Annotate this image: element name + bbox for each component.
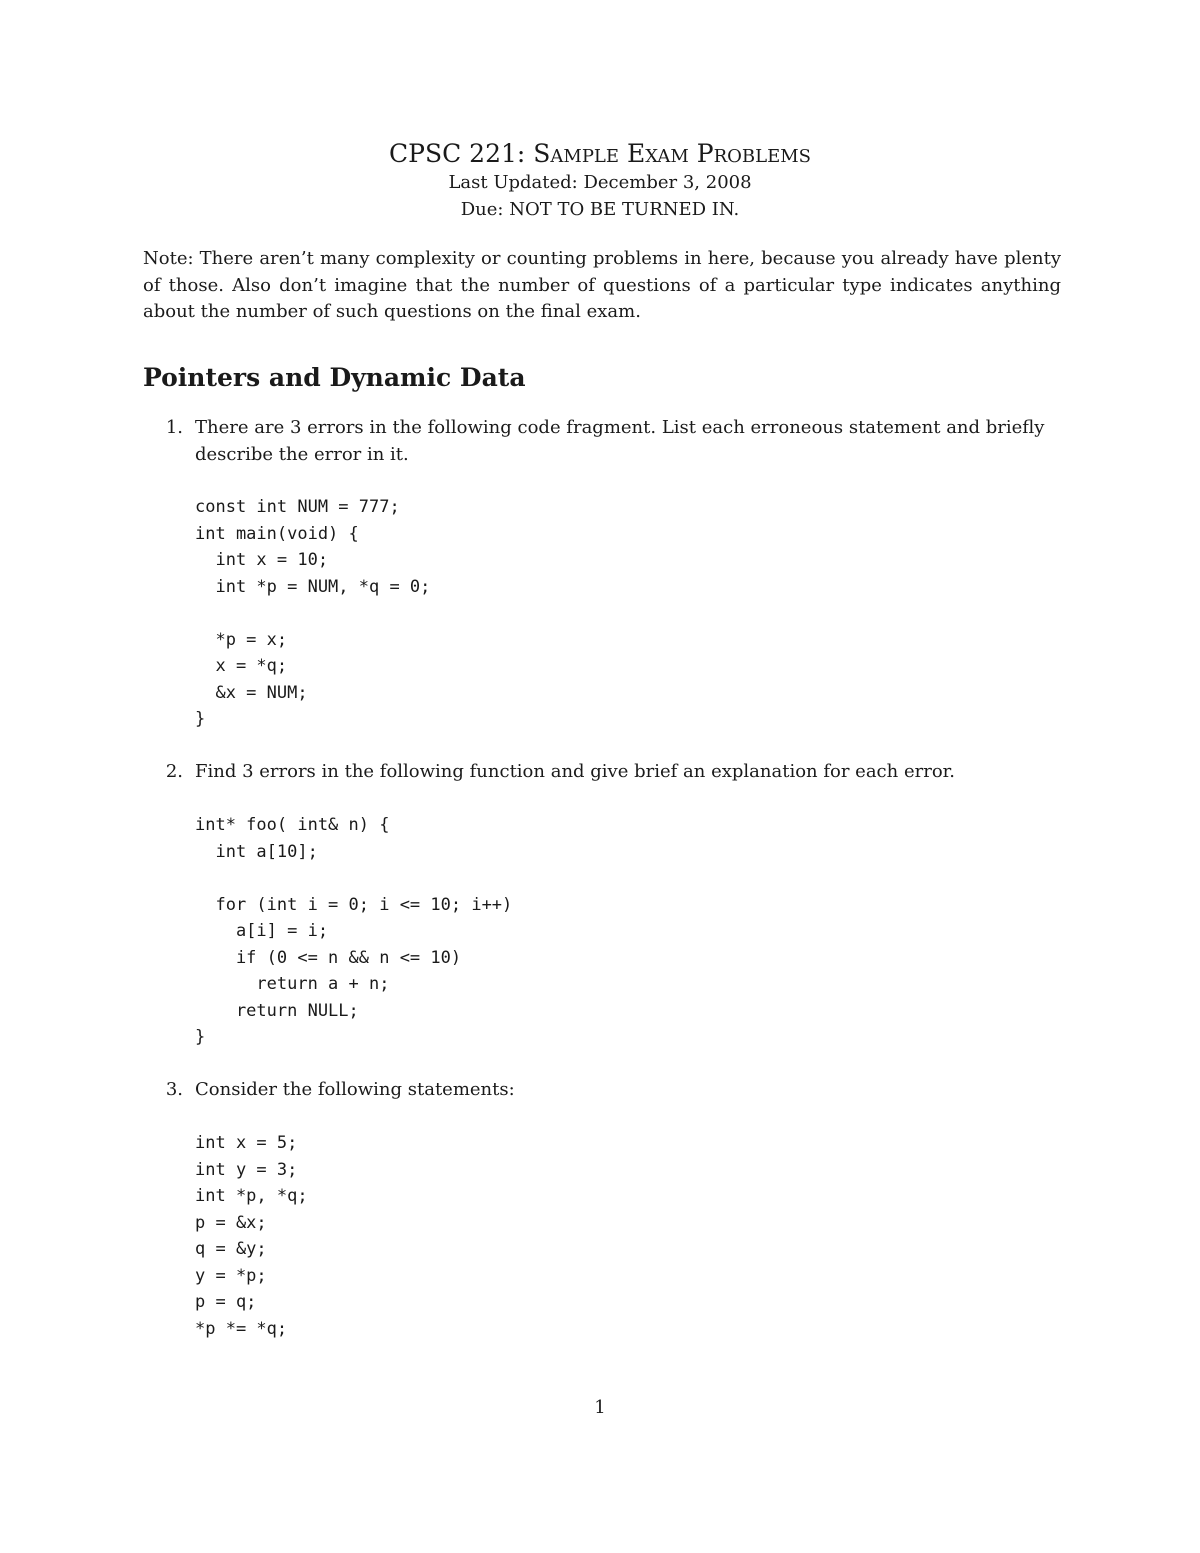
code-block: int x = 5; int y = 3; int *p, *q; p = &x; q = &y; y = *p; p = q; *p *= *q; (195, 1133, 308, 1339)
section-heading: Pointers and Dynamic Data (143, 363, 526, 392)
question-number: 2. (165, 761, 183, 782)
question-number: 3. (165, 1079, 183, 1100)
last-updated: Last Updated: December 3, 2008 (448, 172, 752, 193)
note-paragraph: Note: There aren’t many complexity or counting problems in here, because you already have plenty of those. Also don’t imagine that the number of questions of a particular type indicates anything about the number of such questions on the final exam. (143, 248, 1061, 322)
code-block: const int NUM = 777; int main(void) { int x = 10; int *p = NUM, *q = 0; *p = x; x = *q; &x = NUM; } (195, 497, 431, 729)
document-title (0, 138, 1200, 170)
page-number: 1 (594, 1397, 606, 1418)
question-text: Consider the following statements: (195, 1079, 515, 1100)
question-text: Find 3 errors in the following function and give brief an explanation for each error. (195, 761, 955, 782)
code-block: int* foo( int& n) { int a[10]; for (int i = 0; i <= 10; i++) a[i] = i; if (0 <= n && n <= 10) return a + n; return NULL; } (195, 815, 513, 1047)
question-text: There are 3 errors in the following code fragment. List each erroneous statement and briefly describe the error in it. (195, 417, 1045, 465)
due-line: Due: NOT TO BE TURNED IN. (460, 199, 740, 220)
title-text: Sample Exam Problems (533, 139, 811, 168)
question-number: 1. (165, 417, 183, 438)
course-code: CPSC 221: (389, 139, 526, 168)
